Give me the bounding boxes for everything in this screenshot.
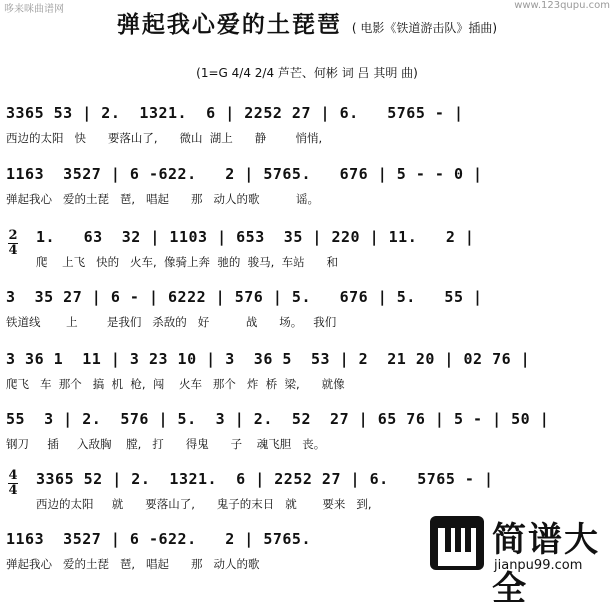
piano-keys-icon xyxy=(430,516,484,570)
score-line-2 xyxy=(0,165,614,225)
notation-line: 3365 52 | 2. 1321. 6 | 2252 27 | 6. 5765 - | xyxy=(36,470,494,488)
watermark-right: www.123qupu.com xyxy=(514,0,610,11)
song-title: 弹起我心爱的土琵琶 xyxy=(116,11,342,38)
notation-line: 1163 3527 | 6 -622. 2 | 5765. 676 | 5 - - 0 | xyxy=(6,165,483,183)
score-line-4 xyxy=(0,288,614,348)
watermark-left: 哆来咪曲谱网 xyxy=(4,4,64,15)
time-signature-top: 4 xyxy=(8,468,18,483)
jianpu-logo xyxy=(430,512,612,609)
lyric-line: 钢刀 插 入敌胸 膛, 打 得鬼 子 魂飞胆 丧。 xyxy=(6,437,326,451)
score-line-1 xyxy=(0,104,614,164)
notation-line: 3 36 1 11 | 3 23 10 | 3 36 5 53 | 2 21 20 | 02 76 | xyxy=(6,350,531,368)
score-line-6 xyxy=(0,410,614,470)
logo-name: 简谱大全 xyxy=(492,520,600,609)
lyric-line: 爬 上飞 快的 火车, 像骑上奔 驰的 骏马, 车站 和 xyxy=(36,255,339,269)
notation-line: 1163 3527 | 6 -622. 2 | 5765. xyxy=(6,530,321,548)
notation-line: 1. 63 32 | 1103 | 653 35 | 220 | 11. 2 | xyxy=(36,228,475,246)
song-credit: (1=G 4/4 2/4 芦芒、何彬 词 吕 其明 曲) xyxy=(196,66,418,80)
lyric-line: 铁道线 上 是我们 杀敌的 好 战 场。 我们 xyxy=(6,315,337,329)
logo-url: jianpu99.com xyxy=(494,558,583,573)
time-signature-bottom: 4 xyxy=(8,483,18,498)
score-line-5 xyxy=(0,350,614,410)
lyric-line: 弹起我心 爱的土琵 琶, 唱起 那 动人的歌 谣。 xyxy=(6,192,320,206)
song-subtitle: ( 电影《铁道游击队》插曲) xyxy=(351,21,498,35)
lyric-line: 西边的太阳 就 要落山了, 鬼子的末日 就 要来 到, xyxy=(36,497,372,511)
lyric-line: 爬飞 车 那个 搞 机 枪, 闯 火车 那个 炸 桥 梁, 就像 xyxy=(6,377,345,391)
notation-line: 55 3 | 2. 576 | 5. 3 | 2. 52 27 | 65 76 | 5 - | 50 | xyxy=(6,410,550,428)
time-signature-top: 2 xyxy=(8,228,18,243)
song-title-block xyxy=(0,6,614,39)
score-line-3 xyxy=(0,228,614,288)
notation-line: 3365 53 | 2. 1321. 6 | 2252 27 | 6. 5765 - | xyxy=(6,104,464,122)
time-signature-bottom: 4 xyxy=(8,243,18,258)
notation-line: 3 35 27 | 6 - | 6222 | 576 | 5. 676 | 5. 55 | xyxy=(6,288,483,306)
lyric-line: 西边的太阳 快 要落山了, 微山 湖上 静 悄悄, xyxy=(6,131,323,145)
lyric-line: 弹起我心 爱的土琵 琶, 唱起 那 动人的歌 xyxy=(6,557,260,571)
